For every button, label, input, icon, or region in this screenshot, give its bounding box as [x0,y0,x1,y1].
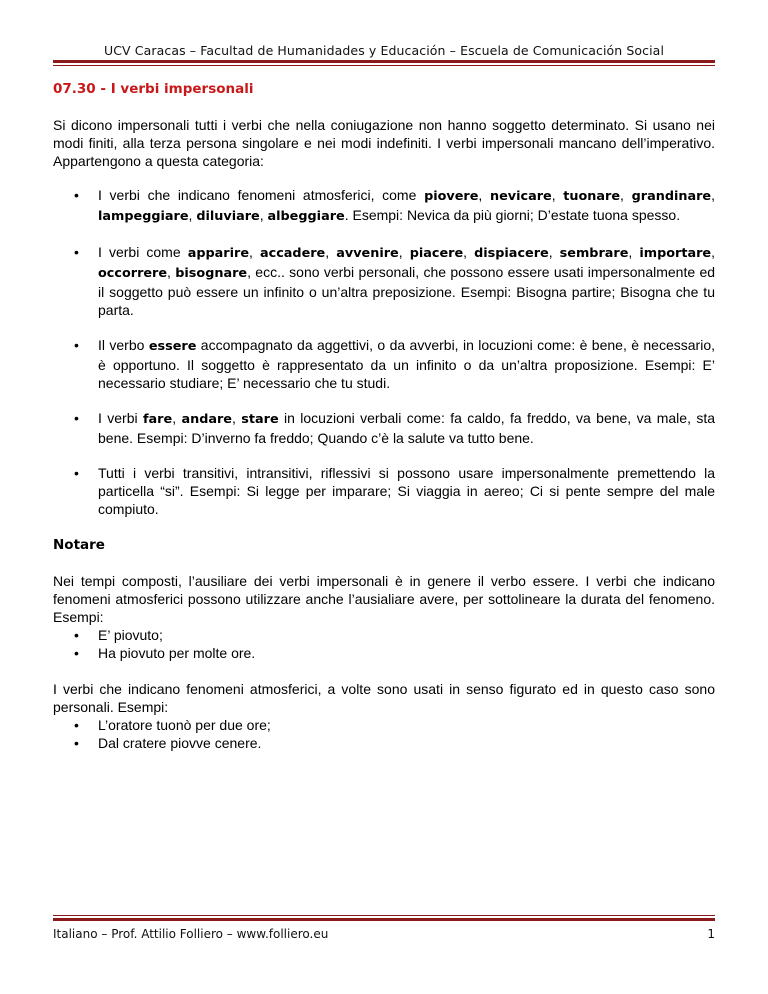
list-item: • Tutti i verbi transitivi, intransitivi, riflessivi si possono usare impersonalmente premettendo la particella “si”. Esempi: Si legge per imparare; Si viaggia in aereo; Ci si pente sempre del male compiuto. [74,465,715,517]
bullet-icon: • [74,735,79,751]
section-title: 07.30 - I verbi impersonali [53,81,254,97]
footer-rule [53,918,715,921]
notare-heading: Notare [53,537,105,553]
bullet-icon: • [74,627,79,643]
list-item: • Dal cratere piovve cenere. [74,735,262,751]
list-item: • Ha piovuto per molte ore. [74,645,256,661]
bullet-icon: • [74,187,79,203]
document-body [53,80,715,752]
page-footer [53,927,715,941]
bullet-icon: • [74,645,79,661]
page-header: UCV Caracas – Facultad de Humanidades y Educación – Escuela de Comunicación Social [103,43,665,58]
notare-paragraph: Nei tempi composti, l’ausiliare dei verbi impersonali è in genere il verbo essere. I verbi che indicano fenomeni atmosferici possono utilizzare anche l’ausialiare avere, per sottolineare la durata del fenomeno. Esempi: [53,573,715,625]
list-item: • Il verbo essere accompagnato da aggettivi, o da avverbi, in locuzioni come: è bene, è necessario, è opportuno. Il soggetto è rappresentato da un infinito o da un’altra proposizione. Esempi: E’ necessario studiare; E’ necessario che tu studi. [74,337,715,391]
bullet-icon: • [74,410,79,426]
header-rule-thin [53,65,715,66]
bullet-icon: • [74,465,79,481]
page-number: 1 [707,927,715,941]
bullet-icon: • [74,717,79,733]
example-list [53,626,715,662]
intro-paragraph: Si dicono impersonali tutti i verbi che nella coniugazione non hanno soggetto determinato. Si usano nei modi finiti, alla terza persona singolare e nei modi indefiniti. I verbi impersonali mancano dell’imperativo. Appartengono a questa categoria: [53,117,715,169]
list-item: • E’ piovuto; [74,627,163,643]
header-rule [53,60,715,63]
figurative-paragraph: I verbi che indicano fenomeni atmosferici, a volte sono usati in senso figurato ed in questo caso sono personali. Esempi: [53,681,715,715]
category-list [53,186,715,518]
list-item: • I verbi fare, andare, stare in locuzioni verbali come: fa caldo, fa freddo, va bene, va male, sta bene. Esempi: D’inverno fa freddo; Quando c’è la salute va tutto bene. [74,410,716,446]
list-item: • I verbi che indicano fenomeni atmosferici, come piovere, nevicare, tuonare, grandinare, lampeggiare, diluviare, albeggiare. Esempi: Nevica da più giorni; D’estate tuona spesso. [74,187,715,224]
footer-rule-thin [53,915,715,916]
example-list [53,716,715,752]
list-item: • I verbi come apparire, accadere, avvenire, piacere, dispiacere, sembrare, importare, occorrere, bisognare, ecc.. sono verbi personali, che possono essere usati impersonalmente ed il soggetto può essere un infinito o un’altra preposizione. Esempi: Bisogna partire; Bisogna che tu parta. [74,244,716,318]
list-item: • L’oratore tuonò per due ore; [74,717,271,733]
footer-text: Italiano – Prof. Attilio Folliero – www.folliero.eu [53,927,329,941]
bullet-icon: • [74,244,79,260]
bullet-icon: • [74,337,79,353]
